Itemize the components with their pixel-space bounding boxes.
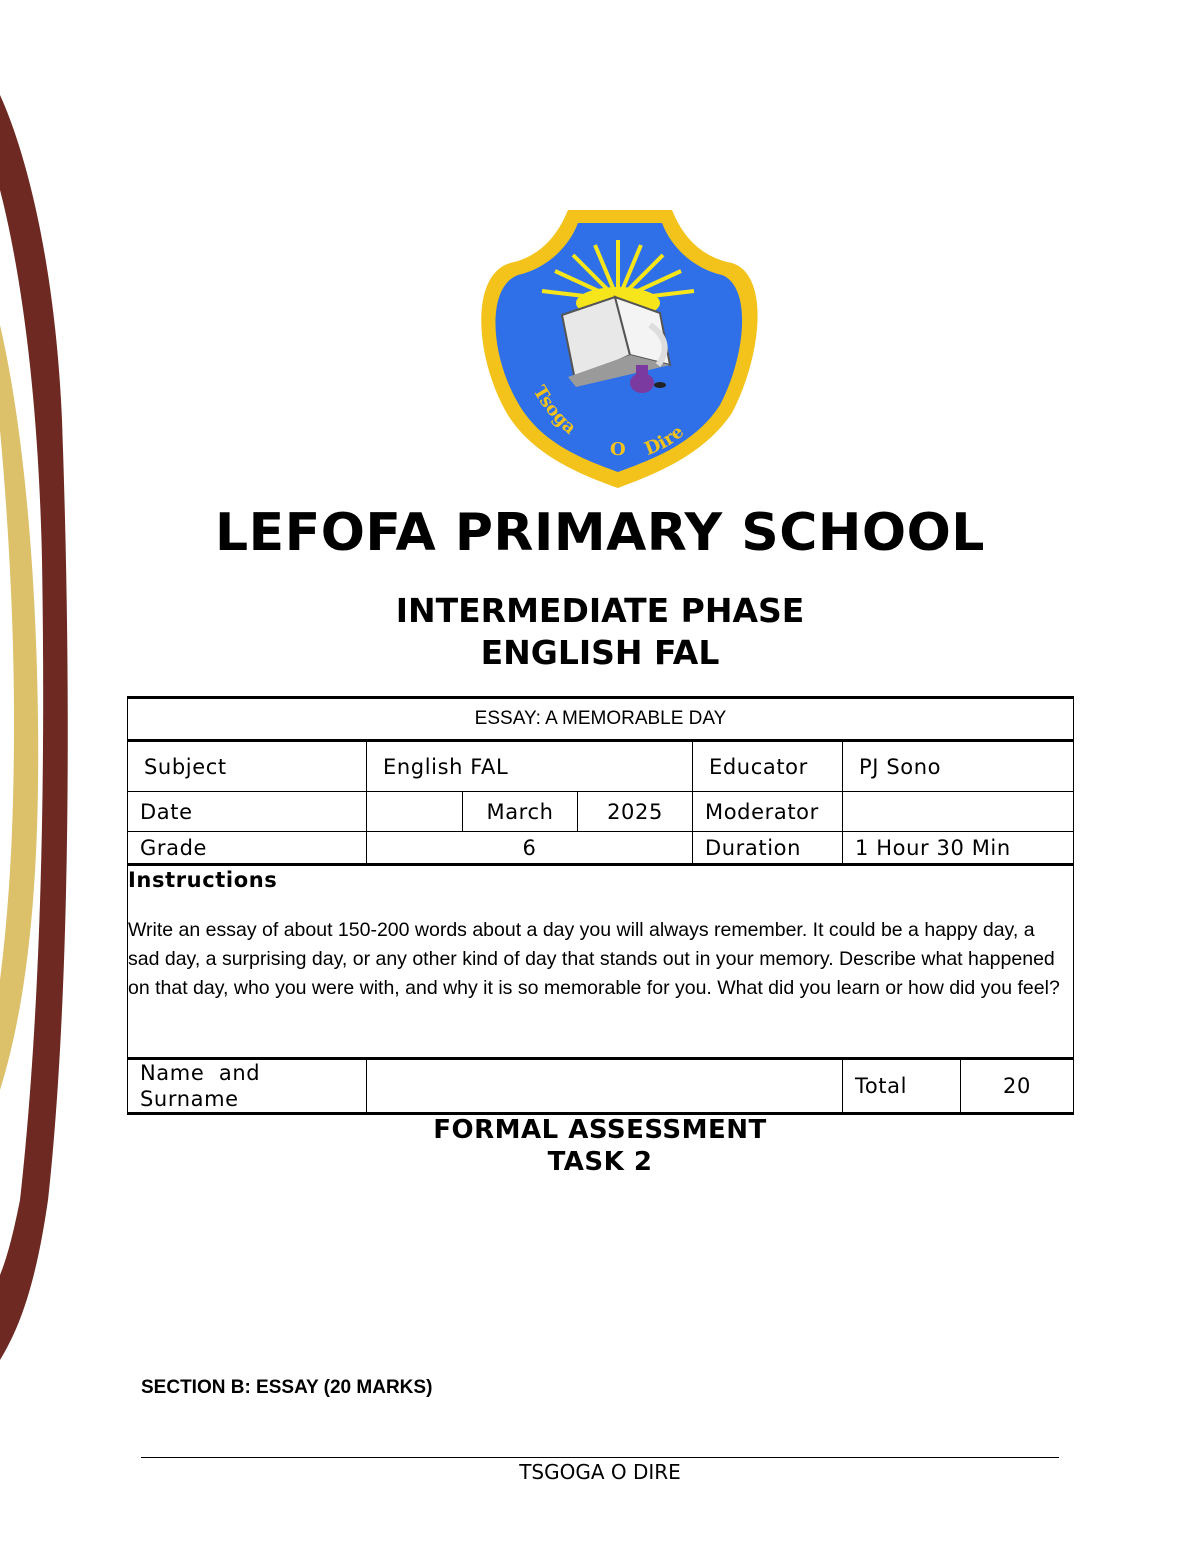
instructions-cell: [128, 865, 1074, 1059]
essay-title: ESSAY: A MEMORABLE DAY: [128, 698, 1074, 741]
assessment-info-table: [127, 696, 1074, 1115]
moderator-value[interactable]: [843, 792, 1074, 832]
formal-assessment-heading: [0, 1114, 1200, 1178]
date-day[interactable]: [367, 792, 463, 832]
date-label: Date: [128, 792, 367, 832]
section-b-heading: SECTION B: ESSAY (20 MARKS): [141, 1377, 433, 1398]
grade-label: Grade: [128, 832, 367, 865]
name-value[interactable]: [367, 1059, 843, 1114]
name-label-line-2: Surname: [140, 1087, 239, 1111]
footer-motto: TSGOGA O DIRE: [519, 1460, 681, 1484]
phase-line-1: INTERMEDIATE PHASE: [395, 591, 805, 630]
duration-value: 1 Hour 30 Min: [843, 832, 1074, 865]
name-label-line-1: Name and: [140, 1061, 261, 1085]
grade-value: 6: [367, 832, 693, 865]
total-label: Total: [843, 1059, 961, 1114]
decorative-side-arcs: [0, 0, 90, 1553]
date-month: March: [463, 792, 578, 832]
duration-label: Duration: [693, 832, 843, 865]
formal-assessment-line-1: FORMAL ASSESSMENT: [433, 1115, 767, 1145]
total-value: 20: [961, 1059, 1074, 1114]
motto-left: Tsoga: [528, 382, 581, 439]
date-year: 2025: [578, 792, 693, 832]
school-name: LEFOFA PRIMARY SCHOOL: [215, 503, 985, 563]
formal-assessment-line-2: TASK 2: [547, 1147, 653, 1177]
instructions-text: Write an essay of about 150-200 words about a day you will always remember. It could be a happy day, a sad day, a surprising day, or any other kind of day that stands out in your memory. Describe what happened on that day, who you were with, and why it is so memorable for you. What did you learn or how did you feel?: [128, 919, 1060, 999]
subject-value: English FAL: [367, 741, 693, 792]
educator-value: PJ Sono: [843, 741, 1074, 792]
subject-label: Subject: [128, 741, 367, 792]
motto-right: Dire: [641, 421, 689, 460]
motto-middle: O: [610, 439, 626, 460]
school-crest-logo: [470, 205, 766, 490]
instructions-heading: Instructions: [128, 868, 278, 892]
educator-label: Educator: [693, 741, 843, 792]
footer-divider: [141, 1457, 1059, 1458]
moderator-label: Moderator: [693, 792, 843, 832]
name-label: [128, 1059, 367, 1114]
phase-heading: [0, 590, 1200, 674]
phase-line-2: ENGLISH FAL: [480, 633, 720, 672]
